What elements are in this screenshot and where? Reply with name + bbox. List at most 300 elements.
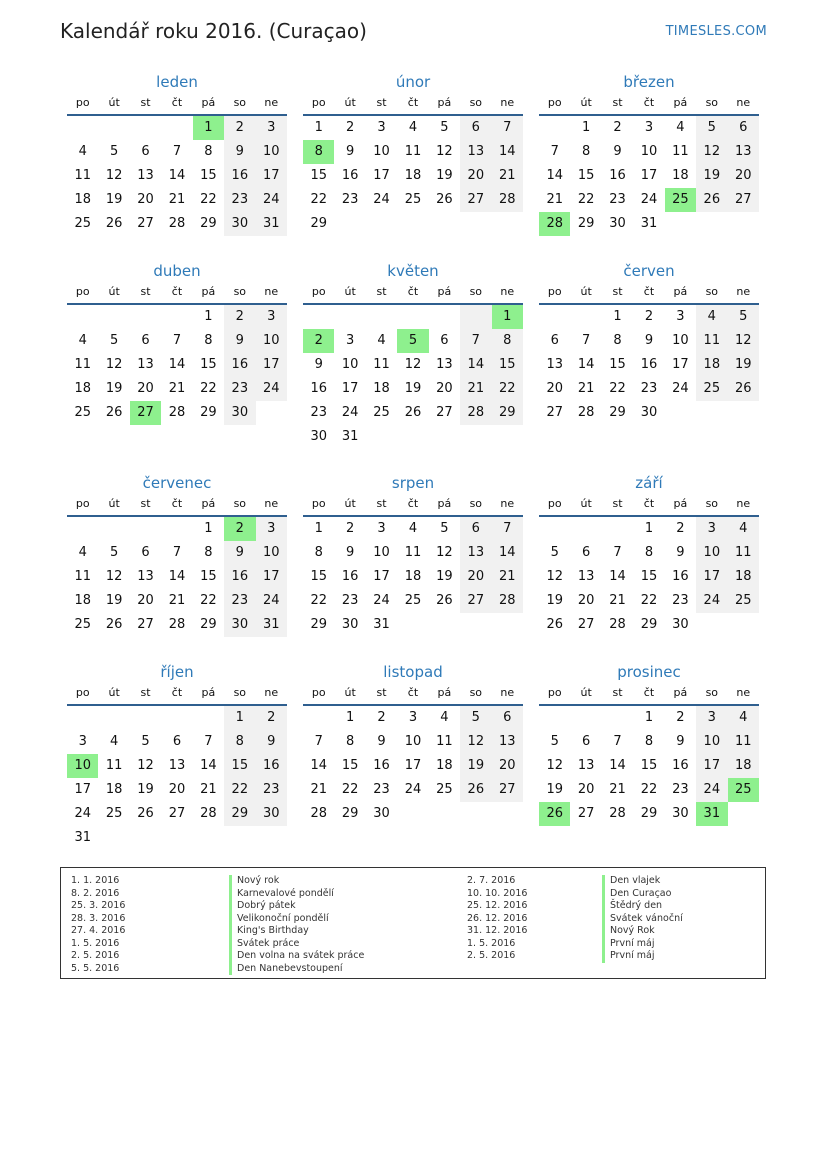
day-cell: 22: [640, 593, 658, 608]
day-cell: 5: [109, 144, 119, 159]
week-row: [303, 613, 523, 637]
weekday-label: so: [233, 285, 247, 298]
day-cell: 7: [492, 517, 523, 541]
day-cell: 27: [492, 778, 523, 802]
day-cell: 1: [644, 521, 654, 536]
day-cell: 1: [204, 309, 213, 324]
day-cell: 1: [613, 309, 622, 324]
empty-cell: [492, 613, 523, 637]
week-row: [303, 730, 523, 754]
day-cell: 17: [256, 164, 287, 188]
day-cell: 21: [492, 565, 523, 589]
day-cell: 2: [676, 521, 685, 536]
week-row: [303, 116, 523, 140]
weekday-label: po: [547, 285, 562, 298]
day-cell: 22: [224, 778, 255, 802]
day-cell: 14: [609, 758, 626, 773]
legend-holiday-name: Karnevalové pondělí: [229, 888, 364, 901]
day-cell: 17: [373, 168, 390, 183]
day-cell: 14: [168, 357, 186, 372]
day-cell: 24: [373, 192, 390, 207]
day-cell: 19: [546, 782, 563, 797]
day-cell: 19: [105, 192, 123, 207]
weekday-label: so: [469, 96, 483, 109]
day-cell: 27: [728, 188, 759, 212]
day-cell: 28: [460, 401, 491, 425]
day-cell: 5: [696, 116, 727, 140]
day-cell: 11: [728, 541, 759, 565]
day-cell: 14: [168, 569, 186, 584]
day-cell: 30: [672, 617, 689, 632]
empty-cell: [397, 212, 428, 236]
day-cell: 17: [256, 353, 287, 377]
day-cell: 29: [640, 806, 658, 821]
day-cell: 15: [200, 168, 217, 183]
week-row: [539, 140, 759, 164]
week-row: [303, 565, 523, 589]
day-cell: 1: [204, 521, 213, 536]
day-cell: 27: [137, 216, 154, 231]
empty-cell: [570, 517, 601, 541]
day-cell: 31: [341, 429, 359, 444]
week-row: [303, 377, 523, 401]
day-cell: 18: [728, 754, 759, 778]
month-srpen: [303, 473, 523, 637]
weekday-label: út: [580, 686, 592, 699]
month-prosinec: [539, 662, 759, 826]
day-cell: 7: [492, 116, 523, 140]
day-cell: 20: [460, 565, 491, 589]
legend-date: 2. 5. 2016: [71, 950, 120, 961]
weekday-label: út: [108, 686, 120, 699]
day-cell: 4: [78, 545, 87, 560]
day-cell: 31: [256, 212, 287, 236]
day-cell: 3: [256, 116, 287, 140]
day-cell: 10: [341, 357, 359, 372]
day-cell: 5: [141, 734, 150, 749]
week-row: [67, 188, 287, 212]
empty-cell: [224, 826, 255, 850]
week-row: [539, 613, 759, 637]
day-cell: 23: [609, 192, 626, 207]
day-cell: 31: [74, 830, 91, 845]
week-row: [303, 754, 523, 778]
day-cell: 30: [256, 802, 287, 826]
day-cell: 7: [172, 144, 182, 159]
week-row: [67, 401, 287, 425]
weekday-label: st: [140, 497, 151, 510]
day-cell: 14: [310, 758, 327, 773]
day-cell: 8: [644, 734, 654, 749]
day-cell: 1: [314, 120, 323, 135]
legend-holiday-name: První máj: [602, 950, 683, 963]
week-row: [539, 802, 759, 826]
day-cell: 17: [404, 758, 422, 773]
day-cell: 26: [105, 405, 123, 420]
week-row: [303, 517, 523, 541]
day-cell: 2: [256, 706, 287, 730]
week-row: [303, 802, 523, 826]
legend-right-names: [602, 875, 683, 963]
weekday-label: po: [75, 497, 90, 510]
day-cell: 22: [200, 192, 217, 207]
day-cell: 30: [341, 617, 359, 632]
day-cell: 7: [204, 734, 213, 749]
week-row: [303, 425, 523, 449]
day-cell: 6: [141, 333, 150, 348]
day-cell: 11: [436, 734, 453, 749]
day-cell: 29: [224, 802, 255, 826]
empty-cell: [98, 826, 129, 850]
day-cell: 22: [310, 192, 327, 207]
weekday-label: út: [580, 285, 592, 298]
day-cell: 3: [696, 706, 727, 730]
day-cell: 21: [168, 381, 186, 396]
week-row: [303, 401, 523, 425]
day-cell: 26: [460, 778, 491, 802]
day-cell: 30: [224, 212, 255, 236]
empty-cell: [728, 802, 759, 826]
day-cell: 2: [613, 120, 622, 135]
day-cell: 19: [436, 168, 453, 183]
day-cell: 20: [436, 381, 453, 396]
legend-holiday-name: Štědrý den: [602, 900, 683, 913]
day-cell: 6: [492, 706, 523, 730]
legend-date: 1. 1. 2016: [71, 875, 120, 886]
day-cell: 10: [67, 754, 98, 778]
day-cell: 19: [105, 593, 123, 608]
day-cell: 9: [676, 734, 685, 749]
month-name: říjen: [160, 663, 194, 681]
day-cell: 11: [728, 730, 759, 754]
weekday-label: čt: [171, 497, 183, 510]
day-cell: 6: [728, 116, 759, 140]
empty-cell: [366, 305, 397, 329]
weekday-header: [539, 281, 759, 305]
day-cell: 16: [640, 357, 658, 372]
weekday-label: čt: [407, 96, 419, 109]
day-cell: 16: [224, 353, 255, 377]
weekday-header: [67, 493, 287, 517]
day-cell: 28: [168, 617, 186, 632]
week-row: [67, 541, 287, 565]
weekday-label: ne: [264, 285, 279, 298]
day-cell: 19: [137, 782, 154, 797]
month-name: červenec: [142, 474, 212, 492]
weekday-header: [303, 281, 523, 305]
week-row: [539, 589, 759, 613]
day-cell: 5: [550, 545, 559, 560]
empty-cell: [334, 305, 365, 329]
weekday-label: ne: [264, 686, 279, 699]
weekday-label: pá: [437, 686, 452, 699]
day-cell: 26: [436, 192, 453, 207]
day-cell: 2: [676, 710, 685, 725]
weekday-label: po: [311, 96, 326, 109]
day-cell: 3: [377, 120, 386, 135]
empty-cell: [397, 613, 428, 637]
week-row: [67, 164, 287, 188]
day-cell: 6: [581, 545, 591, 560]
day-cell: 30: [224, 401, 255, 425]
day-cell: 20: [546, 381, 563, 396]
empty-cell: [161, 116, 192, 140]
weekday-label: so: [705, 497, 719, 510]
day-cell: 29: [609, 405, 626, 420]
day-cell: 3: [345, 333, 355, 348]
day-cell: 11: [373, 357, 390, 372]
weekday-label: pá: [201, 686, 216, 699]
weekday-label: st: [612, 96, 623, 109]
week-row: [67, 140, 287, 164]
day-cell: 25: [728, 778, 759, 802]
day-cell: 26: [105, 617, 123, 632]
weekday-label: út: [344, 285, 356, 298]
weekday-label: pá: [673, 96, 688, 109]
day-cell: 11: [74, 569, 91, 584]
day-cell: 21: [460, 377, 491, 401]
day-cell: 24: [74, 806, 91, 821]
day-cell: 8: [224, 730, 255, 754]
holiday-legend: [60, 867, 766, 979]
day-cell: 1: [492, 305, 523, 329]
day-cell: 24: [696, 589, 727, 613]
day-cell: 24: [256, 377, 287, 401]
day-cell: 1: [345, 710, 355, 725]
empty-cell: [539, 706, 570, 730]
day-cell: 3: [78, 734, 87, 749]
week-row: [67, 589, 287, 613]
day-cell: 15: [492, 353, 523, 377]
day-cell: 10: [256, 541, 287, 565]
day-cell: 27: [137, 617, 154, 632]
day-cell: 12: [137, 758, 154, 773]
day-cell: 27: [577, 806, 595, 821]
brand-link[interactable]: TIMESLES.COM: [665, 24, 767, 39]
day-cell: 15: [200, 569, 217, 584]
weekday-label: ne: [264, 96, 279, 109]
weekday-label: so: [705, 686, 719, 699]
day-cell: 12: [105, 569, 123, 584]
day-cell: 23: [341, 192, 359, 207]
week-row: [539, 116, 759, 140]
day-cell: 10: [696, 541, 727, 565]
legend-holiday-name: První máj: [602, 938, 683, 951]
day-cell: 19: [105, 381, 123, 396]
weekday-label: pá: [201, 96, 216, 109]
day-cell: 6: [550, 333, 559, 348]
day-cell: 9: [644, 333, 654, 348]
week-row: [303, 164, 523, 188]
empty-cell: [67, 706, 98, 730]
empty-cell: [665, 401, 696, 425]
weekday-label: so: [233, 497, 247, 510]
month-name: prosinec: [617, 663, 681, 681]
day-cell: 19: [436, 569, 453, 584]
legend-holiday-name: Nový Rok: [602, 925, 683, 938]
day-cell: 29: [200, 405, 217, 420]
empty-cell: [98, 517, 129, 541]
day-cell: 31: [256, 613, 287, 637]
week-row: [539, 517, 759, 541]
week-row: [67, 706, 287, 730]
empty-cell: [460, 802, 491, 826]
weekday-label: st: [140, 96, 151, 109]
week-row: [67, 116, 287, 140]
day-cell: 30: [672, 806, 689, 821]
day-cell: 6: [460, 517, 491, 541]
empty-cell: [602, 517, 633, 541]
weekday-label: so: [233, 96, 247, 109]
day-cell: 16: [341, 569, 359, 584]
weekday-label: so: [469, 686, 483, 699]
empty-cell: [256, 826, 287, 850]
weekday-label: čt: [171, 96, 183, 109]
day-cell: 22: [492, 377, 523, 401]
day-cell: 14: [460, 353, 491, 377]
empty-cell: [161, 706, 192, 730]
weekday-label: čt: [643, 497, 655, 510]
empty-cell: [98, 305, 129, 329]
day-cell: 14: [200, 758, 217, 773]
day-cell: 22: [640, 782, 658, 797]
day-cell: 17: [256, 565, 287, 589]
day-cell: 6: [440, 333, 449, 348]
day-cell: 15: [640, 758, 658, 773]
weekday-label: st: [612, 686, 623, 699]
day-cell: 16: [672, 758, 689, 773]
day-cell: 10: [672, 333, 689, 348]
day-cell: 6: [141, 545, 150, 560]
day-cell: 10: [696, 730, 727, 754]
weekday-label: pá: [437, 285, 452, 298]
weekday-label: pá: [437, 497, 452, 510]
day-cell: 22: [577, 192, 595, 207]
week-row: [303, 188, 523, 212]
weekday-label: ne: [264, 497, 279, 510]
day-cell: 15: [341, 758, 359, 773]
day-cell: 11: [672, 144, 689, 159]
weekday-label: pá: [673, 285, 688, 298]
empty-cell: [429, 212, 460, 236]
day-cell: 20: [137, 381, 154, 396]
week-row: [67, 826, 287, 850]
weekday-label: ne: [736, 497, 751, 510]
day-cell: 27: [168, 806, 186, 821]
weekday-label: út: [580, 96, 592, 109]
day-cell: 29: [341, 806, 359, 821]
day-cell: 17: [341, 381, 359, 396]
day-cell: 4: [728, 706, 759, 730]
day-cell: 18: [74, 192, 91, 207]
legend-holiday-name: Den volna na svátek práce: [229, 950, 364, 963]
weekday-label: po: [75, 96, 90, 109]
legend-date: 28. 3. 2016: [71, 912, 126, 924]
weekday-label: pá: [437, 96, 452, 109]
week-row: [539, 305, 759, 329]
day-cell: 24: [341, 405, 359, 420]
legend-holiday-name: Dobrý pátek: [229, 900, 364, 913]
week-row: [539, 730, 759, 754]
empty-cell: [303, 706, 334, 730]
empty-cell: [539, 116, 570, 140]
day-cell: 20: [137, 593, 154, 608]
week-row: [539, 778, 759, 802]
day-cell: 6: [581, 734, 591, 749]
day-cell: 13: [460, 140, 491, 164]
day-cell: 21: [609, 782, 626, 797]
day-cell: 15: [609, 357, 626, 372]
day-cell: 26: [137, 806, 154, 821]
day-cell: 13: [546, 357, 563, 372]
day-cell: 7: [172, 545, 182, 560]
day-cell: 16: [341, 168, 359, 183]
day-cell: 29: [310, 617, 327, 632]
day-cell: 3: [408, 710, 418, 725]
day-cell: 5: [440, 120, 449, 135]
day-cell: 3: [256, 305, 287, 329]
weekday-label: po: [311, 497, 326, 510]
empty-cell: [397, 305, 428, 329]
day-cell: 24: [256, 188, 287, 212]
weekday-label: ne: [736, 686, 751, 699]
day-cell: 16: [224, 565, 255, 589]
empty-cell: [130, 706, 161, 730]
day-cell: 15: [577, 168, 595, 183]
day-cell: 8: [581, 144, 591, 159]
week-row: [67, 212, 287, 236]
day-cell: 3: [644, 120, 654, 135]
weekday-header: [539, 92, 759, 116]
weekday-label: út: [344, 686, 356, 699]
day-cell: 9: [377, 734, 386, 749]
empty-cell: [130, 116, 161, 140]
day-cell: 11: [404, 144, 422, 159]
empty-cell: [492, 425, 523, 449]
day-cell: 26: [404, 405, 422, 420]
weekday-header: [303, 493, 523, 517]
empty-cell: [366, 425, 397, 449]
legend-left-dates: [71, 875, 125, 975]
month-listopad: [303, 662, 523, 826]
day-cell: 2: [345, 521, 355, 536]
empty-cell: [397, 425, 428, 449]
day-cell: 18: [728, 565, 759, 589]
day-cell: 18: [696, 353, 727, 377]
day-cell: 9: [345, 545, 355, 560]
month-name: srpen: [391, 474, 435, 492]
day-cell: 6: [172, 734, 182, 749]
day-cell: 24: [256, 589, 287, 613]
day-cell: 9: [314, 357, 323, 372]
day-cell: 31: [696, 802, 727, 826]
weekday-label: pá: [673, 686, 688, 699]
empty-cell: [366, 212, 397, 236]
day-cell: 22: [200, 593, 217, 608]
empty-cell: [161, 826, 192, 850]
day-cell: 12: [546, 758, 563, 773]
empty-cell: [130, 826, 161, 850]
day-cell: 24: [640, 192, 658, 207]
day-cell: 23: [224, 188, 255, 212]
weekday-label: st: [612, 285, 623, 298]
week-row: [539, 401, 759, 425]
empty-cell: [130, 517, 161, 541]
day-cell: 12: [460, 730, 491, 754]
day-cell: 16: [224, 164, 255, 188]
legend-date: 1. 5. 2016: [467, 937, 516, 949]
weekday-label: st: [140, 686, 151, 699]
